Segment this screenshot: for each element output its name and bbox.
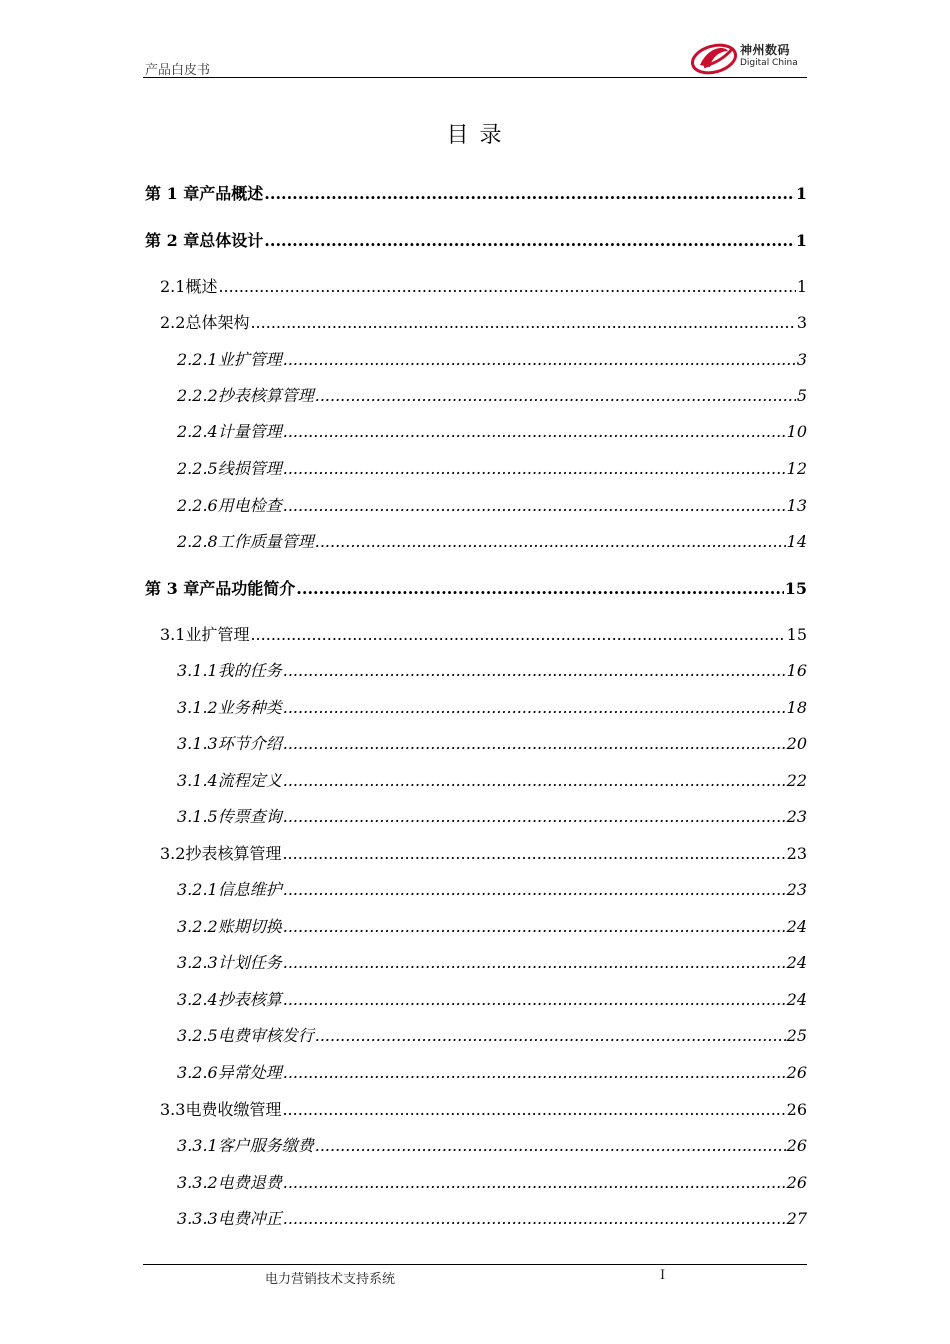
toc-entry-number: 3.2 <box>160 844 186 863</box>
toc-entry-number: 2.2.8 <box>177 532 218 551</box>
toc-entry-title: 工作质量管理 <box>217 532 314 551</box>
toc-entry[interactable] <box>177 1023 807 1047</box>
toc-entry-title: 业扩管理 <box>185 625 250 644</box>
toc-entry-title: 账期切换 <box>217 917 282 936</box>
toc-entry-page: 23 <box>786 844 807 863</box>
toc-entry[interactable] <box>177 383 807 407</box>
toc-dot-leader <box>283 459 786 478</box>
toc-entry-number: 2.2.4 <box>177 422 218 441</box>
toc-entry-title: 抄表核算管理 <box>217 386 314 405</box>
toc-entry-page: 3 <box>796 350 807 369</box>
toc-entry-number: 3.1.5 <box>177 807 218 826</box>
toc-entry[interactable] <box>177 456 807 480</box>
toc-entry[interactable] <box>177 731 807 755</box>
toc-dot-leader <box>218 277 795 296</box>
toc-entry-page: 12 <box>786 459 807 478</box>
toc-dot-leader <box>283 807 786 826</box>
toc-entry-page: 24 <box>786 953 807 972</box>
toc-entry[interactable] <box>160 622 807 646</box>
toc-entry-page: 5 <box>796 386 807 405</box>
toc-entry[interactable] <box>177 877 807 901</box>
toc-entry-page: 14 <box>786 532 807 551</box>
toc-entry-title: 产品概述 <box>199 184 264 203</box>
toc-entry-number: 2.2.1 <box>177 350 218 369</box>
toc-dot-leader <box>315 1136 786 1155</box>
toc-dot-leader <box>250 313 795 332</box>
toc-entry-number: 3.2.1 <box>177 880 218 899</box>
toc-dot-leader <box>283 496 786 515</box>
toc-entry[interactable] <box>160 310 807 334</box>
toc-entry[interactable] <box>177 1060 807 1084</box>
toc-entry-page: 23 <box>786 807 807 826</box>
toc-dot-leader <box>315 386 796 405</box>
toc-entry-number: 3.2.6 <box>177 1063 218 1082</box>
toc-entry[interactable] <box>177 695 807 719</box>
toc-entry-page: 26 <box>786 1136 807 1155</box>
toc-entry-title: 计量管理 <box>217 422 282 441</box>
toc-entry[interactable] <box>177 493 807 517</box>
toc-entry-title: 电费冲正 <box>217 1209 282 1228</box>
toc-entry-title: 信息维护 <box>217 880 282 899</box>
toc-entry-page: 23 <box>786 880 807 899</box>
toc-entry[interactable] <box>177 1206 807 1230</box>
footer-divider <box>143 1264 807 1265</box>
toc-dot-leader <box>296 579 783 598</box>
toc-entry-title: 客户服务缴费 <box>217 1136 314 1155</box>
toc-entry-number: 第 2 章 <box>145 231 200 250</box>
toc-entry-number: 3.1 <box>160 625 186 644</box>
toc-entry-number: 3.3 <box>160 1100 186 1119</box>
toc-entry-page: 3 <box>796 313 807 332</box>
toc-entry[interactable] <box>177 987 807 1011</box>
footer-page-number: I <box>660 1268 666 1283</box>
toc-entry-page: 10 <box>786 422 807 441</box>
toc-entry-title: 我的任务 <box>217 661 282 680</box>
toc-entry-title: 异常处理 <box>217 1063 282 1082</box>
toc-entry[interactable] <box>177 1133 807 1157</box>
toc-entry-title: 业务种类 <box>217 698 282 717</box>
toc-entry-title: 传票查询 <box>217 807 282 826</box>
toc-dot-leader <box>283 661 786 680</box>
toc-dot-leader <box>282 1100 785 1119</box>
toc-entry-page: 13 <box>786 496 807 515</box>
toc-entry-title: 电费收缴管理 <box>185 1100 282 1119</box>
toc-entry-page: 22 <box>786 771 807 790</box>
toc-entry-number: 3.3.3 <box>177 1209 218 1228</box>
toc-dot-leader <box>283 1173 786 1192</box>
toc-entry-title: 电费审核发行 <box>217 1026 314 1045</box>
toc-entry-number: 2.1 <box>160 277 186 296</box>
toc-entry[interactable] <box>177 658 807 682</box>
toc-dot-leader <box>283 350 796 369</box>
header-divider <box>143 77 807 78</box>
toc-entry-title: 流程定义 <box>217 771 282 790</box>
toc-entry-title: 抄表核算 <box>217 990 282 1009</box>
toc-dot-leader <box>264 184 795 203</box>
toc-entry-page: 15 <box>786 625 807 644</box>
toc-entry[interactable] <box>160 274 807 298</box>
toc-entry[interactable] <box>177 950 807 974</box>
toc-entry-number: 3.2.4 <box>177 990 218 1009</box>
toc-entry-title: 环节介绍 <box>217 734 282 753</box>
toc-entry-title: 业扩管理 <box>217 350 282 369</box>
toc-dot-leader <box>283 771 786 790</box>
toc-dot-leader <box>283 953 786 972</box>
header-title: 产品白皮书 <box>145 63 211 78</box>
toc-entry-number: 3.1.2 <box>177 698 218 717</box>
toc-entry[interactable] <box>177 347 807 371</box>
toc-entry-page: 1 <box>795 184 807 203</box>
toc-entry-number: 3.2.5 <box>177 1026 218 1045</box>
toc-entry[interactable] <box>145 228 807 252</box>
toc-entry-title: 计划任务 <box>217 953 282 972</box>
toc-entry-page: 26 <box>786 1173 807 1192</box>
toc-entry-page: 15 <box>784 579 807 598</box>
toc-entry-number: 3.3.2 <box>177 1173 218 1192</box>
toc-entry-number: 3.3.1 <box>177 1136 218 1155</box>
toc-entry[interactable] <box>160 1097 807 1121</box>
toc-entry-page: 1 <box>795 231 807 250</box>
toc-entry[interactable] <box>177 768 807 792</box>
toc-entry-page: 24 <box>786 990 807 1009</box>
toc-entry-title: 线损管理 <box>217 459 282 478</box>
toc-dot-leader <box>250 625 785 644</box>
toc-entry-page: 26 <box>786 1100 807 1119</box>
toc-dot-leader <box>315 532 786 551</box>
toc-entry[interactable] <box>145 181 807 205</box>
toc-entry-number: 3.1.3 <box>177 734 218 753</box>
toc-entry[interactable] <box>145 576 807 600</box>
toc-entry-title: 产品功能简介 <box>199 579 296 598</box>
toc-entry-number: 第 1 章 <box>145 184 200 203</box>
toc-entry-number: 3.2.2 <box>177 917 218 936</box>
logo-chinese-name: 神州数码 <box>740 43 791 57</box>
toc-entry-title: 总体设计 <box>199 231 264 250</box>
toc-entry-page: 18 <box>786 698 807 717</box>
toc-dot-leader <box>283 698 786 717</box>
toc-entry-title: 总体架构 <box>185 313 250 332</box>
company-logo <box>690 37 810 77</box>
toc-entry-page: 25 <box>786 1026 807 1045</box>
toc-entry-title: 抄表核算管理 <box>185 844 282 863</box>
toc-entry[interactable] <box>177 914 807 938</box>
toc-entry-page: 27 <box>786 1209 807 1228</box>
toc-entry-page: 16 <box>786 661 807 680</box>
toc-dot-leader <box>283 1209 786 1228</box>
toc-entry-number: 3.1.1 <box>177 661 218 680</box>
toc-entry-page: 1 <box>796 277 807 296</box>
toc-dot-leader <box>283 1063 786 1082</box>
footer-system-name: 电力营销技术支持系统 <box>265 1272 396 1287</box>
toc-entry-number: 第 3 章 <box>145 579 200 598</box>
toc-dot-leader <box>315 1026 786 1045</box>
toc-title: 目 录 <box>446 123 504 148</box>
toc-entry-title: 电费退费 <box>217 1173 282 1192</box>
toc-dot-leader <box>282 844 785 863</box>
toc-dot-leader <box>264 231 795 250</box>
toc-entry-page: 20 <box>786 734 807 753</box>
toc-entry[interactable] <box>177 1170 807 1194</box>
toc-entry-title: 概述 <box>185 277 218 296</box>
toc-entry-number: 2.2.5 <box>177 459 218 478</box>
toc-entry-number: 3.1.4 <box>177 771 218 790</box>
digital-china-logo-icon <box>690 37 738 77</box>
toc-entry[interactable] <box>177 529 807 553</box>
toc-entry-number: 2.2.2 <box>177 386 218 405</box>
toc-entry-page: 24 <box>786 917 807 936</box>
toc-entry[interactable] <box>160 841 807 865</box>
toc-entry-title: 用电检查 <box>217 496 282 515</box>
toc-dot-leader <box>283 422 786 441</box>
toc-entry[interactable] <box>177 419 807 443</box>
toc-dot-leader <box>283 917 786 936</box>
toc-entry[interactable] <box>177 804 807 828</box>
logo-english-name: Digital China <box>740 58 798 68</box>
toc-dot-leader <box>283 990 786 1009</box>
toc-entry-page: 26 <box>786 1063 807 1082</box>
toc-dot-leader <box>283 880 786 899</box>
toc-dot-leader <box>283 734 786 753</box>
toc-entry-number: 2.2.6 <box>177 496 218 515</box>
toc-entry-number: 2.2 <box>160 313 186 332</box>
toc-entry-number: 3.2.3 <box>177 953 218 972</box>
